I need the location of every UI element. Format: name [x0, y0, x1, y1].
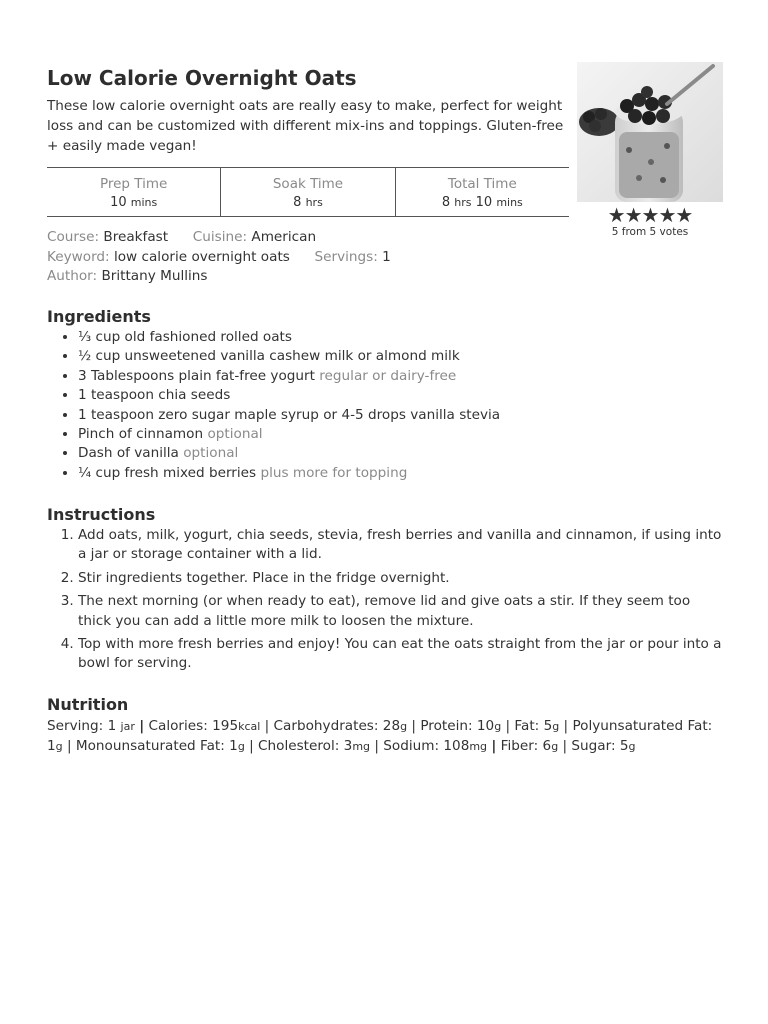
ingredient-text: ⅓ cup old fashioned rolled oats	[78, 329, 292, 345]
recipe-summary: These low calorie overnight oats are really easy to make, perfect for weight loss and can be customized with different mix-ins and toppings. Gluten-free + easily made vegan!	[47, 98, 564, 154]
ingredient-item	[78, 386, 727, 405]
nutrition-item: Monounsaturated Fat: 1g	[75, 737, 245, 754]
nutrition-item: Calories: 195kcal	[148, 718, 261, 734]
ingredient-note: regular or dairy-free	[319, 367, 457, 384]
instruction-step: 3. The next morning (or when ready to eat), remove lid and give oats a stir. If they seem too thick you can add a little more milk to loosen the mixture.	[78, 592, 727, 631]
rating-stars[interactable]: ★★★★★	[607, 203, 693, 227]
ingredient-text: 1 teaspoon zero sugar maple syrup or 4-5 drops vanilla stevia	[78, 406, 501, 423]
recipe-photo	[577, 62, 723, 202]
ingredient-text: Dash of vanilla	[78, 445, 179, 462]
cuisine-value: American	[251, 229, 317, 245]
soak-time-unit: hrs	[305, 196, 323, 209]
instruction-step: 4. Top with more fresh berries and enjoy! You can eat the oats straight from the jar or pour into a bowl for serving.	[78, 635, 727, 674]
ingredient-item	[78, 406, 727, 425]
nutrition-facts: Serving: 1 jar | Calories: 195kcal | Carbohydrates: 28g | Protein: 10g | Fat: 5g | Polyunsaturated Fat: 1g | Monounsaturated Fat: 1g | Cholesterol: 3mg | Sodium: 108mg | Fiber: 6g | Sugar: 5g	[47, 718, 713, 754]
recipe-title: Low Calorie Overnight Oats	[47, 66, 357, 90]
ingredient-item	[78, 347, 727, 366]
prep-time-amount: 10	[110, 195, 127, 210]
prep-time-value	[47, 193, 220, 213]
rating-votes: 5 from 5 votes	[611, 226, 689, 238]
course-label: Course:	[47, 229, 100, 245]
prep-time	[47, 168, 220, 216]
servings-label: Servings:	[314, 248, 378, 265]
ingredient-note: plus more for topping	[260, 464, 408, 481]
nutrition-item: Fat: 5g	[514, 718, 560, 734]
nutrition-item: Serving: 1 jar	[47, 718, 135, 734]
meta-row-author	[47, 267, 569, 287]
nutrition-section	[47, 694, 727, 756]
nutrition-item: Polyunsaturated Fat: 1g	[47, 718, 713, 754]
total-time-minutes: 10	[475, 195, 493, 210]
nutrition-item: Carbohydrates: 28g	[273, 718, 408, 734]
ingredient-item	[78, 328, 727, 347]
total-time	[395, 168, 569, 216]
overnight-oats-jar-image	[577, 62, 723, 202]
ingredients-section	[47, 306, 727, 483]
total-time-hours: 8	[441, 195, 451, 210]
instruction-step: 2. Stir ingredients together. Place in the fridge overnight.	[78, 569, 727, 588]
nutrition-item: Sodium: 108mg	[383, 737, 488, 754]
total-time-label: Total Time	[447, 176, 517, 192]
recipe-times	[47, 167, 569, 217]
total-time-minutes-unit: mins	[496, 196, 523, 209]
author-value: Brittany Mullins	[101, 268, 208, 284]
ingredient-note: optional	[207, 426, 263, 443]
nutrition-item: Fiber: 6g	[500, 737, 559, 754]
total-time-hours-unit: hrs	[454, 196, 472, 209]
ingredients-list	[47, 328, 727, 483]
soak-time-value	[221, 193, 394, 213]
instructions-list	[47, 526, 727, 674]
prep-time-unit: mins	[130, 196, 158, 209]
ingredient-text: Pinch of cinnamon	[78, 426, 204, 443]
keyword-label: Keyword:	[47, 248, 110, 265]
course-value: Breakfast	[103, 229, 169, 245]
ingredient-text: 3 Tablespoons plain fat-free yogurt	[78, 367, 315, 384]
ingredient-item	[78, 425, 727, 444]
ingredient-text: ½ cup unsweetened vanilla cashew milk or almond milk	[78, 348, 460, 365]
nutrition-item: Sugar: 5g	[571, 737, 636, 754]
instructions-section	[47, 504, 727, 678]
meta-row-keyword-servings	[47, 248, 569, 268]
soak-time-label: Soak Time	[272, 176, 344, 192]
soak-time	[220, 168, 394, 216]
instruction-step: 1. Add oats, milk, yogurt, chia seeds, stevia, fresh berries and vanilla and cinnamon, if using into a jar or storage container with a lid.	[78, 526, 727, 565]
nutrition-heading: Nutrition	[47, 695, 129, 714]
total-time-value	[396, 193, 569, 213]
soak-time-amount: 8	[293, 195, 302, 210]
servings-value: 1	[382, 248, 391, 265]
ingredient-item	[78, 367, 727, 386]
ingredient-note: optional	[183, 445, 239, 462]
ingredient-text: 1 teaspoon chia seeds	[78, 387, 231, 404]
nutrition-item: Cholesterol: 3mg	[258, 737, 371, 754]
cuisine-label: Cuisine:	[192, 229, 248, 245]
ingredient-text: ¼ cup fresh mixed berries	[78, 464, 257, 481]
meta-row-course-cuisine	[47, 228, 569, 248]
nutrition-item: Protein: 10g	[420, 718, 502, 734]
recipe-meta	[47, 228, 569, 287]
ingredient-item	[78, 464, 727, 483]
ingredients-heading: Ingredients	[47, 307, 151, 326]
prep-time-label: Prep Time	[99, 176, 168, 192]
keyword-value: low calorie overnight oats	[113, 248, 290, 265]
recipe-header	[47, 64, 569, 156]
ingredient-item	[78, 444, 727, 463]
recipe-rating	[577, 205, 723, 238]
author-label: Author:	[47, 268, 98, 284]
instructions-heading: Instructions	[47, 505, 156, 524]
